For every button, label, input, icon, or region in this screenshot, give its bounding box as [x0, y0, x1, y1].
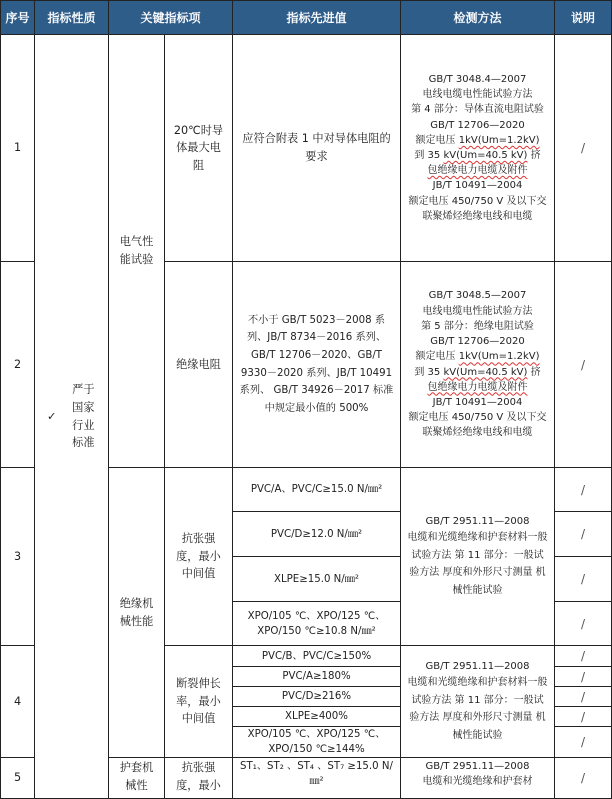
value-row-3-a: PVC/A、PVC/C≥15.0 N/㎜² — [250, 484, 383, 495]
value-row-1: 应符合附表 1 中对导体电阻的要求 — [242, 132, 391, 163]
note-slash-row-5: / — [580, 771, 586, 785]
value-row-4-e: XPO/105 ℃、XPO/125 ℃、XPO/150 ℃≥144% — [247, 729, 386, 755]
header-nature: 指标性质 — [35, 1, 108, 34]
item-elongation: 断裂伸长率，最小中间值 — [176, 677, 221, 726]
method-row-4: GB/T 2951.11—2008 电缆和光缆绝缘和护套材料一般试验方法 第 11 部分：一般试验方法 厚度和外形尺寸测量 机械性能试验 — [407, 660, 548, 741]
category-insulation-mechanical: 绝缘机械性能 — [119, 596, 154, 628]
category-electrical: 电气性能试验 — [119, 235, 154, 266]
note-slash-row-3-d: / — [580, 616, 586, 631]
value-row-4-c: PVC/D≥216% — [281, 691, 352, 702]
nature-text: 严于国家行业标准 — [72, 383, 95, 450]
item-sheath-tensile: 抗张强度，最小 — [176, 761, 221, 792]
note-slash-row-3-c: / — [580, 572, 586, 586]
method-row-2: GB/T 3048.5—2007 电线电缆电性能试验方法 第 5 部分：绝缘电阻试验 GB/T 12706—2020 额定电压 1kV(Um=1.2kV) 到 35 kV(Um=40.5 kV) 挤 包绝缘电力电缆及附件 JB/T 10491—2004 额定电压 450/750 V 及以下交联聚烯烃绝缘电线和电缆 — [408, 290, 547, 439]
row-number-2: 2 — [13, 357, 22, 371]
row-number-4: 4 — [13, 694, 22, 708]
value-row-4-d: XLPE≥400% — [285, 711, 348, 722]
row-number-3: 3 — [13, 549, 22, 563]
item-tensile-strength: 抗张强度，最小中间值 — [176, 532, 221, 581]
value-row-2: 不小于 GB/T 5023－2008 系列、JB/T 8734－2016 系列、GB/T 12706－2020、GB/T 9330－2020 系列、JB/T 10491 系列、 GB/T 34926－2017 标准中规定最小值的 500% — [239, 314, 394, 414]
note-slash-row-3-b: / — [580, 527, 586, 541]
nature-cell — [35, 35, 108, 798]
row-number-1: 1 — [13, 141, 22, 155]
note-slash-row-4-c: / — [580, 689, 586, 704]
note-slash-row-4-e: / — [580, 735, 586, 749]
item-insulation-resistance: 绝缘电阻 — [176, 357, 221, 371]
value-row-4-a: PVC/B、PVC/C≥150% — [261, 650, 372, 662]
header-test-method: 检测方法 — [401, 1, 554, 34]
method-row-3: GB/T 2951.11—2008 电缆和光缆绝缘和护套材料一般试验方法 第 11 部分：一般试验方法 厚度和外形尺寸测量 机械性能试验 — [407, 515, 548, 596]
header-key-item: 关键指标项 — [109, 1, 232, 34]
row-number-5: 5 — [13, 771, 22, 785]
value-row-5: ST₁、ST₂ 、ST₄ 、ST₇ ≥15.0 N/㎜² — [240, 761, 393, 787]
note-slash-row-4-b: / — [580, 669, 586, 684]
note-slash-row-3-a: / — [580, 482, 586, 497]
header-index: 序号 — [1, 1, 34, 34]
value-row-3-d: XPO/105 ℃、XPO/125 ℃、XPO/150 ℃≥10.8 N/㎜² — [247, 610, 386, 637]
header-advanced-value: 指标先进值 — [233, 1, 400, 34]
method-row-1: GB/T 3048.4—2007 电线电缆电性能试验方法 第 4 部分：导体直流电阻试验 GB/T 12706—2020 额定电压 1kV(Um=1.2kV) 到 35 kV(Um=40.5 kV) 挤 包绝缘电力电缆及附件 JB/T 10491—2004 额定电压 450/750 V 及以下交联聚烯烃绝缘电线和电缆 — [408, 73, 547, 222]
value-row-4-b: PVC/A≥180% — [282, 671, 351, 682]
value-row-3-c: XLPE≥15.0 N/㎜² — [273, 573, 360, 585]
note-slash-row-4-d: / — [580, 709, 586, 724]
value-row-3-b: PVC/D≥12.0 N/㎜² — [270, 528, 363, 540]
check-icon: ✓ — [47, 409, 57, 423]
note-slash-row-2: / — [580, 357, 586, 372]
note-slash-row-1: / — [580, 141, 586, 155]
method-row-5: GB/T 2951.11—2008 电缆和光缆绝缘和护套材 — [422, 761, 533, 788]
item-conductor-resistance: 20℃时导体最大电阻 — [173, 123, 224, 172]
header-note: 说明 — [555, 1, 611, 34]
note-slash-row-4-a: / — [580, 649, 586, 663]
category-sheath-mechanical: 护套机械性 — [119, 761, 154, 792]
